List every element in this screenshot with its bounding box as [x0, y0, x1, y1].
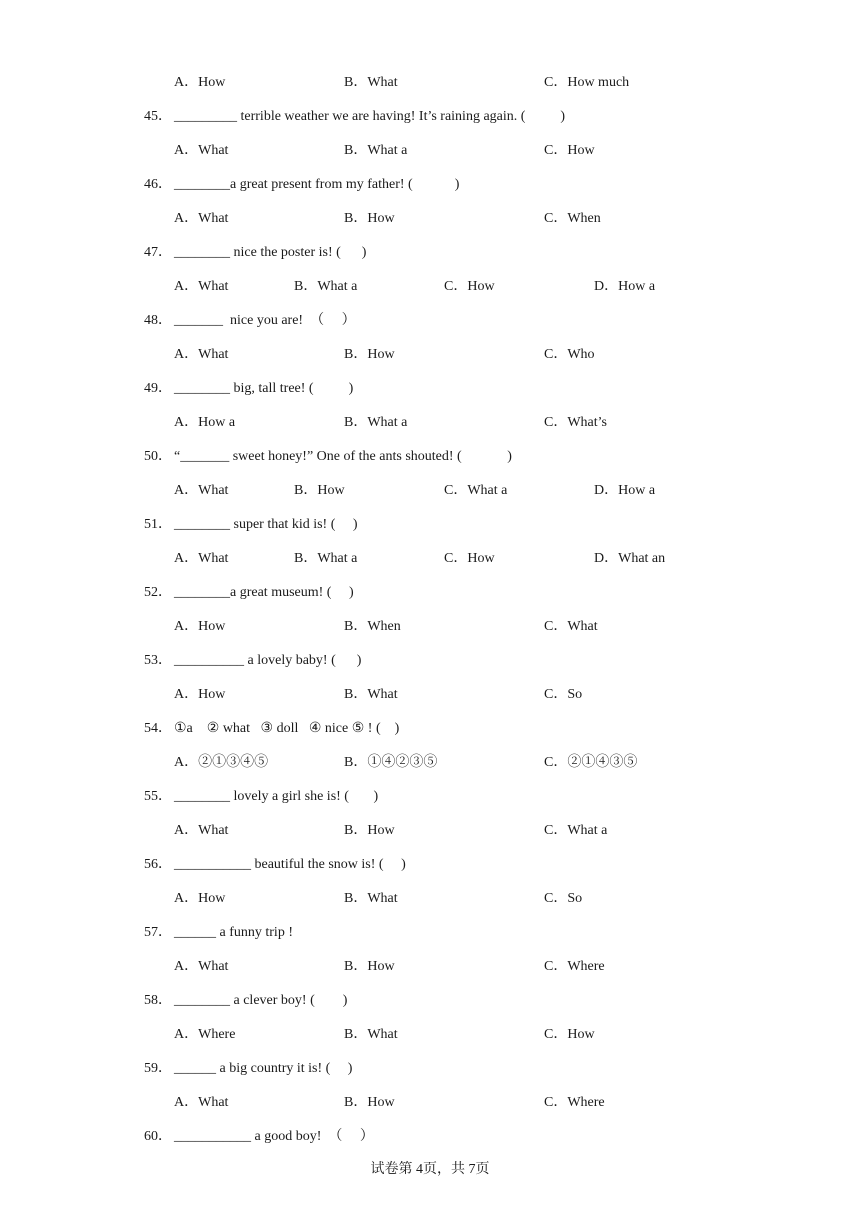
question-number: 60．: [144, 1129, 172, 1144]
answer-option[interactable]: B．What a: [294, 279, 358, 294]
answer-option[interactable]: C．What: [544, 619, 598, 634]
question-text: ________ nice the poster is! ( ): [174, 245, 367, 260]
question-number: 45．: [144, 109, 172, 124]
answer-option[interactable]: A．How: [174, 75, 226, 90]
question-text: ________ super that kid is! ( ): [174, 517, 358, 532]
question-number: 52．: [144, 585, 172, 600]
question-item: [0, 311, 860, 331]
answer-option[interactable]: C．How: [544, 1027, 595, 1042]
question-options: [0, 277, 860, 297]
question-number: 50．: [144, 449, 172, 464]
question-text: ①a ② what ③ doll ④ nice ⑤ ! ( ): [174, 721, 400, 736]
question-number: 48．: [144, 313, 172, 328]
answer-option[interactable]: A．How: [174, 687, 226, 702]
question-item: [0, 991, 860, 1011]
answer-option[interactable]: A．What: [174, 347, 229, 362]
answer-option[interactable]: A．What: [174, 1095, 229, 1110]
answer-option[interactable]: A．What: [174, 279, 229, 294]
answer-option[interactable]: D．What an: [594, 551, 666, 566]
question-options: [0, 481, 860, 501]
answer-option[interactable]: C．What’s: [544, 415, 607, 430]
question-text: ______ a big country it is! ( ): [174, 1061, 353, 1076]
answer-option[interactable]: B．How: [344, 959, 395, 974]
question-options: [0, 345, 860, 365]
answer-option[interactable]: C．How: [444, 551, 495, 566]
answer-option[interactable]: B．When: [344, 619, 401, 634]
answer-option[interactable]: A．What: [174, 551, 229, 566]
question-number: 58．: [144, 993, 172, 1008]
answer-option[interactable]: C．Who: [544, 347, 595, 362]
question-text: ___________ a good boy! （ ）: [174, 1129, 374, 1144]
question-item: [0, 515, 860, 535]
question-item: [0, 855, 860, 875]
answer-option[interactable]: A．What: [174, 959, 229, 974]
question-options: [0, 141, 860, 161]
question-item: [0, 107, 860, 127]
answer-option[interactable]: D．How a: [594, 279, 656, 294]
question-item: [0, 243, 860, 263]
question-options: [0, 413, 860, 433]
question-item: [0, 1059, 860, 1079]
answer-option[interactable]: B．What a: [344, 143, 408, 158]
question-options: [0, 957, 860, 977]
answer-option[interactable]: A．Where: [174, 1027, 236, 1042]
question-options: [0, 549, 860, 569]
question-item: [0, 175, 860, 195]
question-text: ___________ beautiful the snow is! ( ): [174, 857, 406, 872]
question-text: ________a great museum! ( ): [174, 585, 354, 600]
answer-option[interactable]: C．②①④③⑤: [544, 755, 638, 770]
answer-option[interactable]: A．How a: [174, 415, 236, 430]
question-options: [0, 889, 860, 909]
answer-option[interactable]: B．What: [344, 687, 398, 702]
question-text: _________ terrible weather we are having! It’s raining again. ( ): [174, 109, 566, 124]
question-number: 47．: [144, 245, 172, 260]
question-number: 57．: [144, 925, 172, 940]
answer-option[interactable]: B．What a: [344, 415, 408, 430]
question-text: ________ a clever boy! ( ): [174, 993, 348, 1008]
answer-option[interactable]: C．Where: [544, 959, 605, 974]
question-options: [0, 1025, 860, 1045]
question-options: [0, 1093, 860, 1113]
answer-option[interactable]: C．What a: [444, 483, 508, 498]
answer-option[interactable]: B．What a: [294, 551, 358, 566]
answer-option[interactable]: C．When: [544, 211, 601, 226]
answer-option[interactable]: D．How a: [594, 483, 656, 498]
answer-option[interactable]: A．What: [174, 483, 229, 498]
question-number: 55．: [144, 789, 172, 804]
question-text: ________ lovely a girl she is! ( ): [174, 789, 379, 804]
answer-option[interactable]: B．How: [344, 823, 395, 838]
question-text: ________ big, tall tree! ( ): [174, 381, 354, 396]
question-number: 56．: [144, 857, 172, 872]
answer-option[interactable]: A．What: [174, 211, 229, 226]
question-number: 46．: [144, 177, 172, 192]
answer-option[interactable]: C．So: [544, 687, 583, 702]
answer-option[interactable]: C．Where: [544, 1095, 605, 1110]
answer-option[interactable]: B．How: [344, 211, 395, 226]
answer-option[interactable]: B．How: [294, 483, 345, 498]
question-number: 51．: [144, 517, 172, 532]
answer-option[interactable]: C．How: [544, 143, 595, 158]
answer-option[interactable]: B．How: [344, 347, 395, 362]
question-item: [0, 583, 860, 603]
question-item: [0, 1127, 860, 1147]
question-text: “_______ sweet honey!” One of the ants shouted! ( ): [174, 449, 512, 464]
question-number: 53．: [144, 653, 172, 668]
question-options: [0, 617, 860, 637]
question-options: [0, 821, 860, 841]
question-options: [0, 685, 860, 705]
answer-option[interactable]: C．What a: [544, 823, 608, 838]
answer-option[interactable]: A．How: [174, 891, 226, 906]
answer-option[interactable]: C．How much: [544, 75, 630, 90]
answer-option[interactable]: B．①④②③⑤: [344, 755, 438, 770]
answer-option[interactable]: C．So: [544, 891, 583, 906]
question-item: [0, 787, 860, 807]
question-item: [0, 447, 860, 467]
question-text: ______ a funny trip !: [174, 925, 293, 940]
answer-option[interactable]: B．How: [344, 1095, 395, 1110]
answer-option[interactable]: A．What: [174, 823, 229, 838]
page-footer: 试卷第 4页，共 7页: [370, 1162, 490, 1177]
question-options: [0, 209, 860, 229]
question-item: [0, 651, 860, 671]
answer-option[interactable]: B．What: [344, 75, 398, 90]
question-item: [0, 379, 860, 399]
question-item: [0, 923, 860, 943]
answer-option[interactable]: A．How: [174, 619, 226, 634]
question-number: 49．: [144, 381, 172, 396]
question-text: _______ nice you are! （ ）: [174, 313, 356, 328]
answer-option[interactable]: B．What: [344, 891, 398, 906]
answer-option[interactable]: B．What: [344, 1027, 398, 1042]
question-number: 54．: [144, 721, 172, 736]
answer-option[interactable]: A．②①③④⑤: [174, 755, 269, 770]
question-number: 59．: [144, 1061, 172, 1076]
question-text: __________ a lovely baby! ( ): [174, 653, 362, 668]
answer-option[interactable]: A．What: [174, 143, 229, 158]
question-text: ________a great present from my father! ( ): [174, 177, 460, 192]
question-44-options: [0, 73, 860, 93]
answer-option[interactable]: C．How: [444, 279, 495, 294]
question-options: [0, 753, 860, 773]
question-item: [0, 719, 860, 739]
